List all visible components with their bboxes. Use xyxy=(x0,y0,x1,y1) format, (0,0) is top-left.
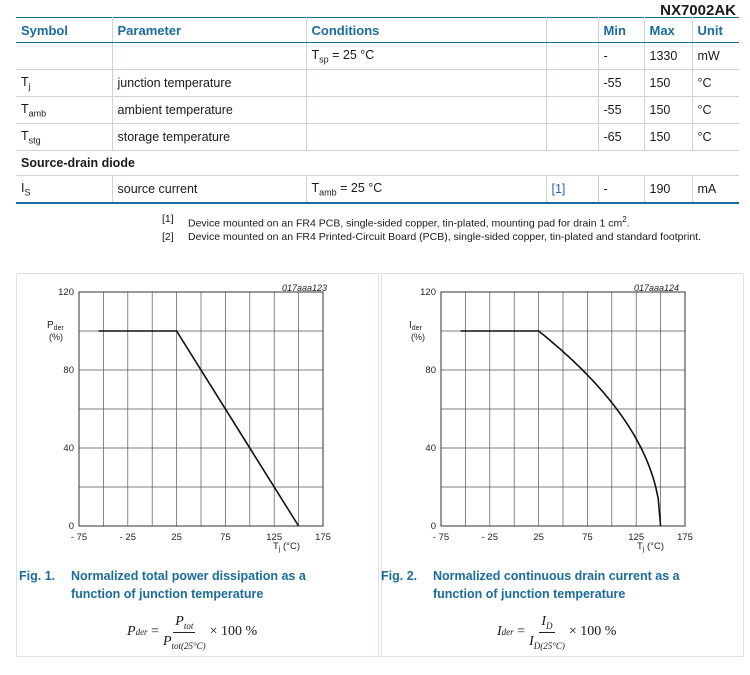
cell-unit: °C xyxy=(692,97,739,124)
cell-symbol: $I_S$ xyxy=(16,176,112,204)
x-tick-label: - 25 xyxy=(481,532,498,543)
cell-unit: °C xyxy=(692,124,739,151)
cell-symbol: $T_{stg}$ xyxy=(16,124,112,151)
note-text: Device mounted on an FR4 PCB, single-sided copper, tin-plated, mounting pad for drain 1 $cm^2$. xyxy=(188,215,630,230)
cell-conditions xyxy=(306,70,546,97)
table-row xyxy=(16,124,739,151)
caption-text: Normalized total power dissipation as a function of junction temperature xyxy=(71,569,306,601)
formula-fraction: $\frac{I_D}{I_{D(25^\circ C)}}$ xyxy=(529,614,565,651)
cell-ref xyxy=(546,43,598,70)
table-row xyxy=(16,97,739,124)
x-tick-label: 25 xyxy=(171,532,182,543)
y-tick-label: 40 xyxy=(425,443,436,454)
x-axis-label: $T_j$ (°C) xyxy=(637,541,665,553)
y-tick-label: 80 xyxy=(63,365,74,376)
figure-2-chart xyxy=(379,274,743,564)
cell-min: -55 xyxy=(598,97,644,124)
cell-ref xyxy=(546,70,598,97)
cell-max: 150 xyxy=(644,70,692,97)
cell-conditions xyxy=(306,97,546,124)
col-header-conditions: Conditions xyxy=(306,18,546,43)
note-1 xyxy=(162,213,732,231)
cell-ref xyxy=(546,97,598,124)
formula: P der = $\frac{P_{tot}}{P_{tot(25^\circ C)}}$ × 100 % xyxy=(127,614,258,651)
figure-code: 017aaa123 xyxy=(281,283,327,293)
cell-ref xyxy=(546,124,598,151)
cell-symbol: $T_{amb}$ xyxy=(16,97,112,124)
cell-parameter: source current xyxy=(112,176,306,204)
x-tick-label: 75 xyxy=(220,532,231,543)
y-axis-unit: (%) xyxy=(49,332,63,342)
figure-1-panel xyxy=(16,273,382,657)
cell-unit: mW xyxy=(692,43,739,70)
x-tick-label: 125 xyxy=(266,532,283,543)
cell-max: 190 xyxy=(644,176,692,204)
x-tick-label: 125 xyxy=(628,532,645,543)
y-tick-label: 80 xyxy=(425,365,436,376)
cell-unit: °C xyxy=(692,70,739,97)
figure-2-panel xyxy=(378,273,744,657)
data-line xyxy=(461,331,661,526)
cell-min: - xyxy=(598,176,644,204)
col-header-min: Min xyxy=(598,18,644,43)
figure-number: Fig. 2. xyxy=(381,569,418,583)
col-header-parameter: Parameter xyxy=(112,18,306,43)
table-row xyxy=(16,43,739,70)
col-header-unit: Unit xyxy=(692,18,739,43)
note-2 xyxy=(162,231,732,244)
note-text: Device mounted on an FR4 Printed-Circuit Board (PCB), single-sided copper, tin-plated and standard footprint. xyxy=(188,230,702,243)
footnote-link[interactable]: [1] xyxy=(551,182,566,196)
figure-code: 017aaa124 xyxy=(633,283,679,293)
cell-parameter xyxy=(112,43,306,70)
cell-max: 150 xyxy=(644,97,692,124)
cell-min: - xyxy=(598,43,644,70)
cell-min: -55 xyxy=(598,70,644,97)
cell-max: 150 xyxy=(644,124,692,151)
cell-conditions xyxy=(306,124,546,151)
cell-ref[interactable] xyxy=(546,176,598,204)
cell-unit: mA xyxy=(692,176,739,204)
note-number: [1] xyxy=(162,213,174,225)
figure-1-chart xyxy=(17,274,381,564)
y-axis-label: $P_{der}$ xyxy=(47,320,64,332)
y-axis-unit: (%) xyxy=(411,332,425,342)
col-header-symbol: Symbol xyxy=(16,18,112,43)
col-header-max: Max xyxy=(644,18,692,43)
cell-symbol xyxy=(16,43,112,70)
y-tick-label: 120 xyxy=(58,287,74,298)
cell-conditions: $T_{sp} = 25$ °C xyxy=(306,43,546,70)
cell-min: -65 xyxy=(598,124,644,151)
limiting-values-table xyxy=(16,17,739,204)
cell-parameter: ambient temperature xyxy=(112,97,306,124)
cell-parameter: junction temperature xyxy=(112,70,306,97)
figure-caption xyxy=(19,567,331,603)
x-tick-label: 25 xyxy=(533,532,544,543)
y-tick-label: 120 xyxy=(420,287,436,298)
y-tick-label: 0 xyxy=(68,521,74,532)
table-row xyxy=(16,176,739,204)
x-tick-label: 175 xyxy=(677,532,693,543)
table-notes xyxy=(162,213,732,244)
section-title: Source-drain diode xyxy=(16,151,739,176)
document-id: NX7002AK xyxy=(660,2,736,19)
col-header-ref xyxy=(546,18,598,43)
cell-symbol: $T_j$ xyxy=(16,70,112,97)
data-line xyxy=(99,331,299,526)
y-axis-label: $I_{der}$ xyxy=(409,320,422,332)
x-tick-label: - 75 xyxy=(70,532,88,543)
cell-conditions: $T_{amb} = 25$ °C xyxy=(306,176,546,204)
x-tick-label: 75 xyxy=(582,532,593,543)
figure-number: Fig. 1. xyxy=(19,569,56,583)
formula-fraction: $\frac{P_{tot}}{P_{tot(25^\circ C)}}$ xyxy=(162,614,206,651)
table-header-row xyxy=(16,18,739,43)
note-number: [2] xyxy=(162,230,174,243)
x-tick-label: - 25 xyxy=(119,532,136,543)
formula: I der = $\frac{I_D}{I_{D(25^\circ C)}}$ × 100 % xyxy=(497,614,617,651)
figure-caption xyxy=(381,567,693,603)
section-row xyxy=(16,151,739,176)
y-tick-label: 40 xyxy=(63,443,74,454)
x-axis-label: $T_j$ (°C) xyxy=(273,541,301,553)
x-tick-label: 175 xyxy=(315,532,331,543)
table-row xyxy=(16,70,739,97)
y-tick-label: 0 xyxy=(430,521,436,532)
x-tick-label: - 75 xyxy=(432,532,450,543)
cell-max: 1330 xyxy=(644,43,692,70)
cell-parameter: storage temperature xyxy=(112,124,306,151)
caption-text: Normalized continuous drain current as a function of junction temperature xyxy=(433,569,680,601)
